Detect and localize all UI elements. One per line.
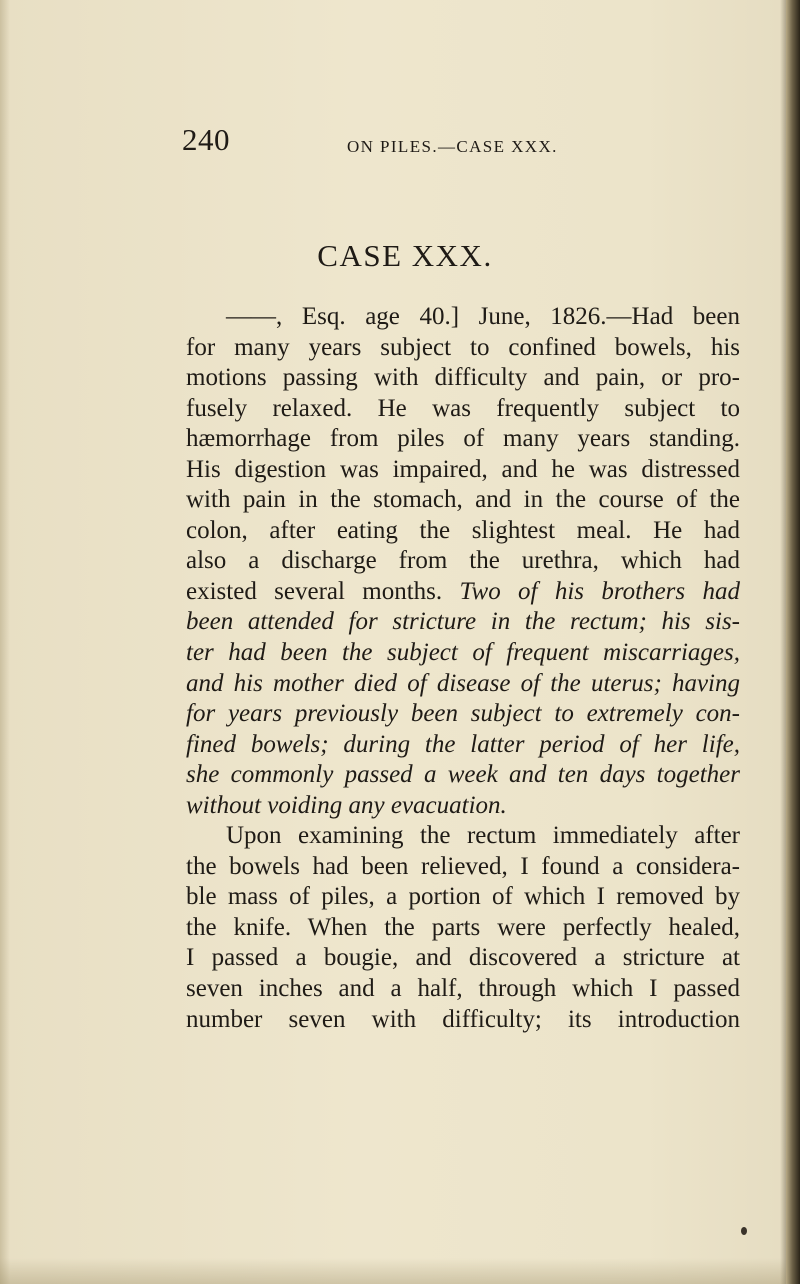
text-line-italic: for years previously been subject to extremely con- [186, 700, 740, 728]
text-line-mixed [186, 577, 740, 608]
book-spine-edge [786, 0, 800, 1284]
roman-text: existed several months. [186, 577, 460, 605]
text-line: with pain in the stomach, and in the course of the [186, 486, 740, 514]
text-line-italic: and his mother died of disease of the uterus; having [186, 669, 740, 697]
text-line: seven inches and a half, through which I passed [186, 975, 740, 1003]
text-line: also a discharge from the urethra, which had [186, 547, 740, 575]
body-text [186, 302, 740, 1035]
page-number: 240 [182, 122, 230, 157]
text-line-italic: she commonly passed a week and ten days together [186, 761, 740, 789]
text-line: the knife. When the parts were perfectly healed, [186, 913, 740, 941]
text-line: motions passing with difficulty and pain, or pro- [186, 364, 740, 392]
text-line-italic: without voiding any evacuation. [186, 791, 507, 819]
text-line: for many years subject to confined bowels, his [186, 333, 740, 361]
text-line: hæmorrhage from piles of many years standing. [186, 425, 740, 453]
text-line: Upon examining the rectum immediately after [226, 822, 740, 850]
ink-speck [741, 1227, 747, 1235]
case-heading: CASE XXX. [317, 238, 493, 273]
text-line: fusely relaxed. He was frequently subject to [186, 394, 740, 422]
text-line: ble mass of piles, a portion of which I removed by [186, 883, 740, 911]
text-line-italic: ter had been the subject of frequent miscarriages, [186, 639, 740, 667]
text-line: the bowels had been relieved, I found a considera- [186, 852, 740, 880]
text-line-italic: fined bowels; during the latter period of her life, [186, 730, 740, 758]
text-line: number seven with difficulty; its introduction [186, 1005, 740, 1033]
text-line: His digestion was impaired, and he was distressed [186, 455, 740, 483]
running-title: ON PILES.—CASE XXX. [347, 137, 558, 156]
page-bottom-shadow [0, 1258, 786, 1284]
text-line: colon, after eating the slightest meal. He had [186, 516, 740, 544]
text-line-italic: been attended for stricture in the rectum; his sis- [186, 608, 740, 636]
text-line: I passed a bougie, and discovered a stricture at [186, 944, 740, 972]
running-head [182, 122, 742, 162]
italic-text: Two of his brothers had [459, 577, 740, 605]
page-gutter-shadow [0, 0, 10, 1284]
text-line: ——, Esq. age 40.] June, 1826.—Had been [226, 303, 740, 330]
